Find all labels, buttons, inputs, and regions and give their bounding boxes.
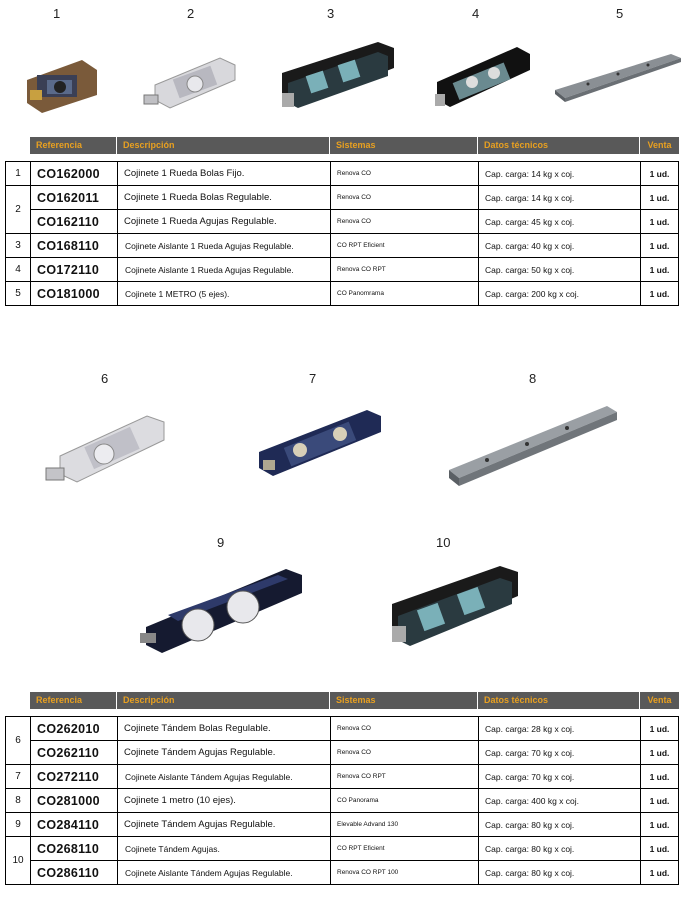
technical-data: Cap. carga: 70 kg x coj. [479,765,641,789]
system: CO Panorama [331,789,479,813]
header-descripcion: Descripción [117,692,329,709]
row-index: 1 [6,162,31,186]
sale-unit: 1 ud. [641,861,679,885]
header-datos-tecnicos: Datos técnicos [478,137,639,154]
description: Cojinete 1 Rueda Agujas Regulable. [118,210,331,234]
technical-data: Cap. carga: 50 kg x coj. [479,258,641,282]
product-image-5 [553,48,683,108]
product-image-4 [432,42,532,117]
description: Cojinete 1 METRO (5 ejes). [118,282,331,306]
product-table-2 [5,716,679,885]
product-number-3: 3 [327,6,335,21]
product-number-9: 9 [217,535,225,550]
system: Renova CO [331,186,479,210]
reference-code: CO172110 [31,258,118,282]
table-row [6,861,679,885]
reference-code: CO268110 [31,837,118,861]
system: Renova CO RPT [331,258,479,282]
product-number-7: 7 [309,371,317,386]
system: Renova CO [331,210,479,234]
technical-data: Cap. carga: 80 kg x coj. [479,837,641,861]
table-row [6,282,679,306]
description: Cojinete Tándem Bolas Regulable. [118,717,331,741]
product-table-1 [5,161,679,306]
reference-code: CO162110 [31,210,118,234]
table-row [6,741,679,765]
description: Cojinete Aislante 1 Rueda Agujas Regulable. [118,258,331,282]
header-venta: Venta [640,137,679,154]
product-number-5: 5 [616,6,624,21]
row-index: 5 [6,282,31,306]
technical-data: Cap. carga: 80 kg x coj. [479,861,641,885]
table-row [6,813,679,837]
header-datos-tecnicos: Datos técnicos [478,692,639,709]
technical-data: Cap. carga: 28 kg x coj. [479,717,641,741]
technical-data: Cap. carga: 200 kg x coj. [479,282,641,306]
description: Cojinete Aislante Tándem Agujas Regulable. [118,765,331,789]
sale-unit: 1 ud. [641,813,679,837]
product-image-2 [140,50,240,115]
sale-unit: 1 ud. [641,282,679,306]
product-number-8: 8 [529,371,537,386]
row-index: 6 [6,717,31,765]
header-venta: Venta [640,692,679,709]
description: Cojinete Aislante Tándem Agujas Regulable. [118,861,331,885]
reference-code: CO168110 [31,234,118,258]
table-row [6,234,679,258]
system: CO RPT Eficient [331,234,479,258]
technical-data: Cap. carga: 40 kg x coj. [479,234,641,258]
system: Renova CO [331,741,479,765]
header-descripcion: Descripción [117,137,329,154]
sale-unit: 1 ud. [641,741,679,765]
reference-code: CO272110 [31,765,118,789]
system: Elevable Advand 130 [331,813,479,837]
reference-code: CO284110 [31,813,118,837]
reference-code: CO262010 [31,717,118,741]
reference-code: CO162011 [31,186,118,210]
system: Renova CO [331,162,479,186]
product-number-10: 10 [436,535,451,550]
table-row [6,717,679,741]
sale-unit: 1 ud. [641,210,679,234]
description: Cojinete 1 metro (10 ejes). [118,789,331,813]
sale-unit: 1 ud. [641,258,679,282]
product-image-8 [447,400,619,500]
technical-data: Cap. carga: 14 kg x coj. [479,186,641,210]
row-index: 10 [6,837,31,885]
product-image-3 [278,38,398,118]
system: Renova CO RPT [331,765,479,789]
technical-data: Cap. carga: 14 kg x coj. [479,162,641,186]
product-number-6: 6 [101,371,109,386]
row-index: 3 [6,234,31,258]
description: Cojinete Tándem Agujas Regulable. [118,813,331,837]
description: Cojinete 1 Rueda Bolas Fijo. [118,162,331,186]
technical-data: Cap. carga: 80 kg x coj. [479,813,641,837]
row-index: 8 [6,789,31,813]
sale-unit: 1 ud. [641,789,679,813]
reference-code: CO162000 [31,162,118,186]
technical-data: Cap. carga: 45 kg x coj. [479,210,641,234]
system: CO RPT Eficient [331,837,479,861]
row-index: 4 [6,258,31,282]
sale-unit: 1 ud. [641,186,679,210]
sale-unit: 1 ud. [641,765,679,789]
table-row [6,162,679,186]
table-row [6,789,679,813]
sale-unit: 1 ud. [641,234,679,258]
table-row [6,258,679,282]
sale-unit: 1 ud. [641,717,679,741]
header-referencia: Referencia [30,692,116,709]
system: Renova CO RPT 100 [331,861,479,885]
reference-code: CO262110 [31,741,118,765]
description: Cojinete 1 Rueda Bolas Regulable. [118,186,331,210]
product-image-10 [388,562,523,657]
header-sistemas: Sistemas [330,692,477,709]
table-row [6,837,679,861]
sale-unit: 1 ud. [641,837,679,861]
product-image-1 [22,55,102,115]
description: Cojinete Tándem Agujas Regulable. [118,741,331,765]
technical-data: Cap. carga: 400 kg x coj. [479,789,641,813]
description: Cojinete Aislante 1 Rueda Agujas Regulable. [118,234,331,258]
sale-unit: 1 ud. [641,162,679,186]
row-index: 7 [6,765,31,789]
product-image-6 [42,408,172,490]
product-image-9 [138,565,308,665]
header-sistemas: Sistemas [330,137,477,154]
system: Renova CO [331,717,479,741]
header-referencia: Referencia [30,137,116,154]
reference-code: CO181000 [31,282,118,306]
technical-data: Cap. carga: 70 kg x coj. [479,741,641,765]
product-number-1: 1 [53,6,61,21]
description: Cojinete Tándem Agujas. [118,837,331,861]
row-index: 9 [6,813,31,837]
product-number-2: 2 [187,6,195,21]
reference-code: CO281000 [31,789,118,813]
table-row [6,186,679,210]
reference-code: CO286110 [31,861,118,885]
product-image-7 [255,404,385,484]
system: CO Panomrama [331,282,479,306]
table-row [6,210,679,234]
row-index: 2 [6,186,31,234]
table-row [6,765,679,789]
product-number-4: 4 [472,6,480,21]
